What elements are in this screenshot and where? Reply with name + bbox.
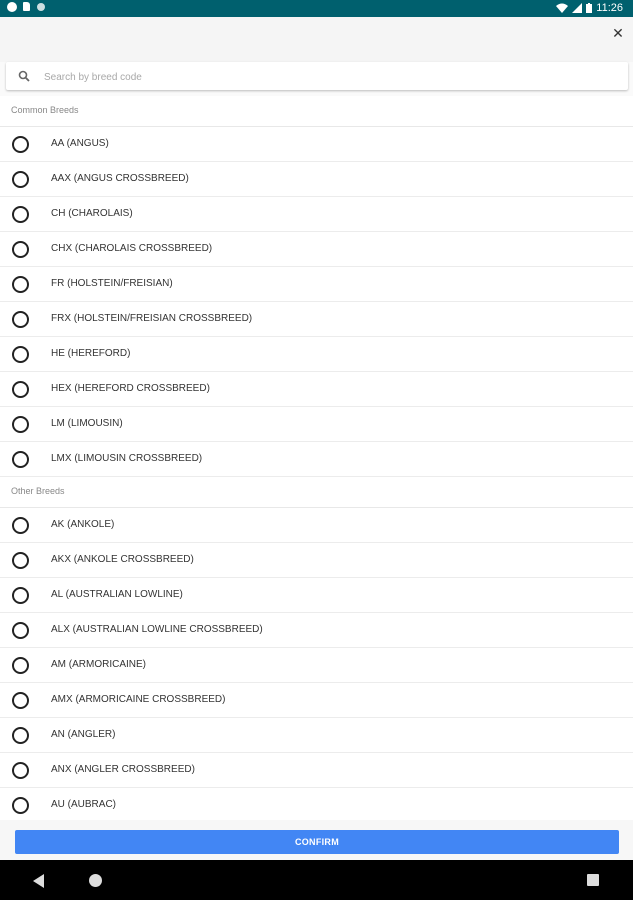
radio-button[interactable]	[12, 136, 29, 153]
close-icon[interactable]: ✕	[612, 25, 624, 41]
section-header-other-breeds: Other Breeds	[0, 477, 633, 508]
radio-button[interactable]	[12, 416, 29, 433]
breed-label: AA (ANGUS)	[51, 138, 109, 149]
breed-label: ALX (AUSTRALIAN LOWLINE CROSSBREED)	[51, 624, 263, 635]
breed-option[interactable]	[0, 648, 633, 683]
breed-option[interactable]	[0, 267, 633, 302]
breed-option[interactable]	[0, 162, 633, 197]
breed-option[interactable]	[0, 683, 633, 718]
settings-icon	[8, 3, 16, 11]
breed-label: AK (ANKOLE)	[51, 519, 115, 530]
breed-label: CHX (CHAROLAIS CROSSBREED)	[51, 243, 213, 254]
search-input[interactable]	[42, 66, 616, 88]
breed-label: FRX (HOLSTEIN/FREISIAN CROSSBREED)	[51, 313, 253, 324]
breed-option[interactable]	[0, 543, 633, 578]
radio-button[interactable]	[12, 552, 29, 569]
radio-button[interactable]	[12, 311, 29, 328]
breed-label: AM (ARMORICAINE)	[51, 659, 146, 670]
breed-label: AU (AUBRAC)	[51, 799, 117, 810]
breed-label: AL (AUSTRALIAN LOWLINE)	[51, 589, 183, 600]
breed-option[interactable]	[0, 788, 633, 820]
radio-button[interactable]	[12, 762, 29, 779]
radio-button[interactable]	[12, 727, 29, 744]
breed-label: AAX (ANGUS CROSSBREED)	[51, 173, 189, 184]
breed-label: CH (CHAROLAIS)	[51, 208, 133, 219]
breed-option[interactable]	[0, 232, 633, 267]
breed-option[interactable]	[0, 127, 633, 162]
breed-label: HE (HEREFORD)	[51, 348, 131, 359]
breed-option[interactable]	[0, 753, 633, 788]
status-bar	[0, 0, 633, 17]
radio-button[interactable]	[12, 241, 29, 258]
breed-option[interactable]	[0, 508, 633, 543]
radio-button[interactable]	[12, 692, 29, 709]
breed-option[interactable]	[0, 372, 633, 407]
sd-card-icon	[23, 2, 30, 11]
breed-option[interactable]	[0, 197, 633, 232]
sync-icon	[37, 3, 45, 11]
section-header-common-breeds: Common Breeds	[0, 96, 633, 127]
breed-label: LM (LIMOUSIN)	[51, 418, 123, 429]
back-icon[interactable]	[33, 874, 44, 888]
breed-label: AKX (ANKOLE CROSSBREED)	[51, 554, 194, 565]
breed-label: LMX (LIMOUSIN CROSSBREED)	[51, 453, 203, 464]
radio-button[interactable]	[12, 587, 29, 604]
breed-option[interactable]	[0, 613, 633, 648]
navigation-bar	[0, 860, 633, 900]
radio-button[interactable]	[12, 346, 29, 363]
confirm-button[interactable]: CONFIRM	[15, 830, 619, 854]
breed-label: ANX (ANGLER CROSSBREED)	[51, 764, 195, 775]
wifi-icon	[556, 3, 568, 13]
breed-option[interactable]	[0, 302, 633, 337]
radio-button[interactable]	[12, 451, 29, 468]
radio-button[interactable]	[12, 276, 29, 293]
battery-icon	[586, 3, 592, 13]
search-bar	[6, 62, 628, 90]
breed-option[interactable]	[0, 578, 633, 613]
home-icon[interactable]	[89, 874, 102, 887]
dialog-header	[0, 17, 633, 62]
breed-label: HEX (HEREFORD CROSSBREED)	[51, 383, 210, 394]
signal-icon	[572, 3, 582, 13]
breed-list[interactable]	[0, 96, 633, 820]
breed-option[interactable]	[0, 407, 633, 442]
breed-label: AMX (ARMORICAINE CROSSBREED)	[51, 694, 226, 705]
radio-button[interactable]	[12, 657, 29, 674]
breed-option[interactable]	[0, 718, 633, 753]
breed-option[interactable]	[0, 442, 633, 477]
radio-button[interactable]	[12, 171, 29, 188]
radio-button[interactable]	[12, 797, 29, 814]
breed-option[interactable]	[0, 337, 633, 372]
radio-button[interactable]	[12, 622, 29, 639]
radio-button[interactable]	[12, 517, 29, 534]
search-icon	[18, 70, 30, 82]
recent-apps-icon[interactable]	[587, 874, 599, 886]
breed-label: FR (HOLSTEIN/FREISIAN)	[51, 278, 173, 289]
radio-button[interactable]	[12, 381, 29, 398]
breed-label: AN (ANGLER)	[51, 729, 116, 740]
footer	[0, 820, 633, 860]
radio-button[interactable]	[12, 206, 29, 223]
status-time: 11:26	[596, 2, 623, 14]
